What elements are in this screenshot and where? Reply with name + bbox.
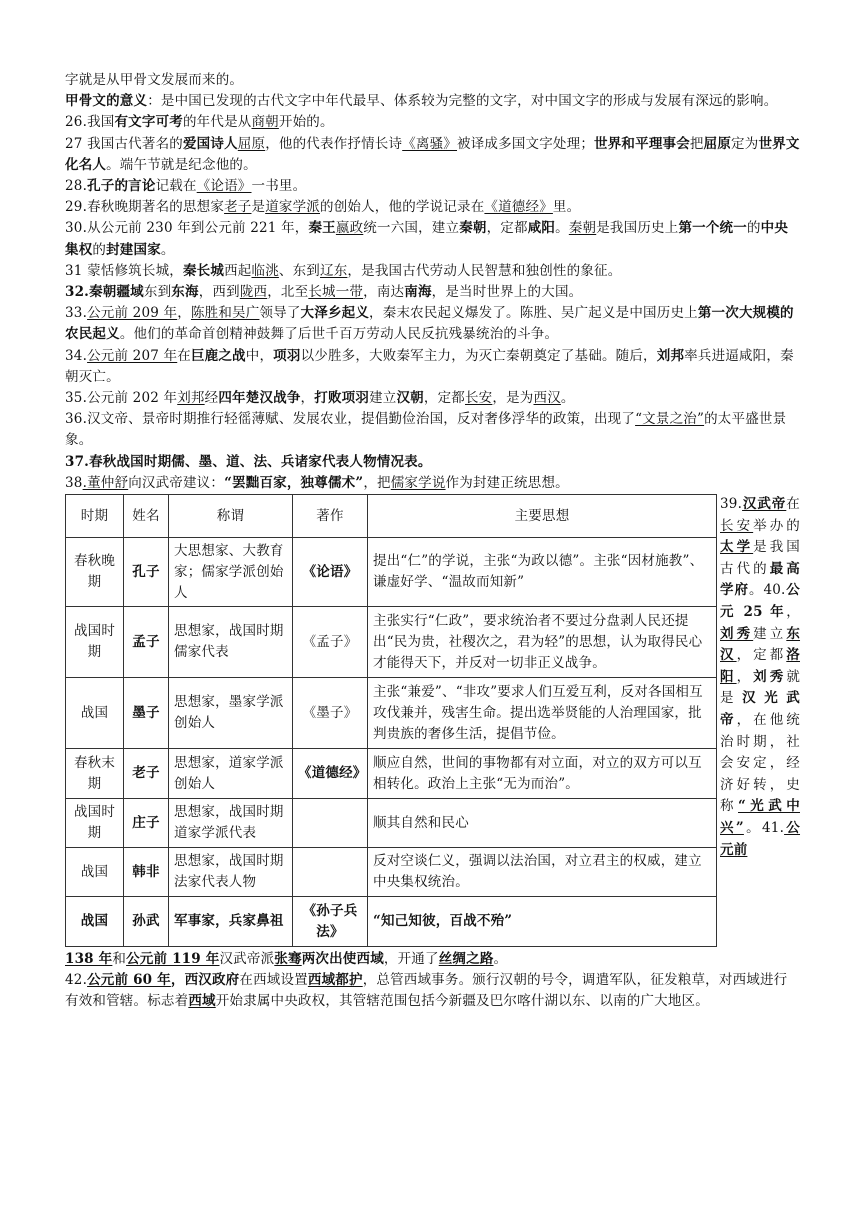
item-38: 38.董仲舒向汉武帝建议：“罢黜百家，独尊儒术”，把儒家学说作为封建正统思想。 [65,474,569,491]
table-row: 战国时期 孟子 思想家，战国时期儒家代表 《孟子》 主张实行“仁政”，要求统治者不要过分盘剥人民还提出“民为贵，社稷次之，君为轻”的思想，认为取得民心才能得天下，并反对一切非正义战争。 [66,607,717,678]
item-29: 29.春秋晚期著名的思想家老子是道家学派的创始人，他的学说记录在《道德经》里。 [65,199,581,216]
item-42: 42.公元前 60 年，西汉政府在西域设置西域都护，总管西域事务。颁行汉朝的号令，调遣军队，征发粮草，对西域进行有效和管辖。标志着西域开始隶属中央政权，其管辖范围包括今新疆及巴尔喀什湖以东、以南的广大地区。 [65,972,788,1010]
item-37: 37.春秋战国时期儒、墨、道、法、兵诸家代表人物情况表。 [65,453,432,470]
header-period: 时期 [66,495,124,538]
thinkers-table [65,494,717,947]
item-33: 33.公元前 209 年，陈胜和吴广领导了大泽乡起义，秦末农民起义爆发了。陈胜、吴广起义是中国历史上第一次大规模的农民起义。他们的革命首创精神鼓舞了后世千百万劳动人民反抗残暴统治的斗争。 [65,305,794,343]
item-35: 35.公元前 202 年刘邦经四年楚汉战争，打败项羽建立汉朝，定都长安，是为西汉。 [65,390,575,407]
header-ideas: 主要思想 [368,495,717,538]
paragraph-intro: 字就是从甲骨文发展而来的。 [65,72,244,88]
item-32: 32.秦朝疆域东到东海，西到陇西，北至长城一带，南达南海，是当时世界上的大国。 [65,284,583,301]
item-27: 27 我国古代著名的爱国诗人屈原，他的代表作抒情长诗《离骚》被译成多国文字处理；世界和平理事会把屈原定为世界文化名人。端午节就是纪念他的。 [65,135,800,173]
document-page [65,70,800,1013]
table-row: 战国时期 庄子 思想家，战国时期道家学派代表 顺其自然和民心 [66,799,717,848]
table-header-row [66,495,717,538]
item-41-continued: 138 年和公元前 119 年汉武帝派张骞两次出使西域，开通了丝绸之路。 [65,951,508,968]
table-row: 战国 韩非 思想家，战国时期法家代表人物 反对空谈仁义，强调以法治国，对立君主的权威，建立中央集权统治。 [66,848,717,897]
item-26: 26.我国有文字可考的年代是从商朝开始的。 [65,114,334,131]
item-31: 31 蒙恬修筑长城，秦长城西起临洮、东到辽东，是我国古代劳动人民智慧和独创性的象征。 [65,262,622,279]
item-36: 36.汉文帝、景帝时期推行轻徭薄赋、发展农业，提倡勤俭治国，反对奢侈浮华的政策，出现了“文景之治”的太平盛世景象。 [65,411,787,449]
item-34: 34.公元前 207 年在巨鹿之战中，项羽以少胜多，大败秦军主力，为灭亡秦朝奠定了基础。随后，刘邦率兵进逼咸阳，秦朝灭亡。 [65,347,794,385]
paragraph-oracle-meaning: 甲骨文的意义：是中国已发现的古代文字中年代最早、体系较为完整的文字，对中国文字的形成与发展有深远的影响。 [65,93,778,110]
item-28: 28.孔子的言论记载在《论语》一书里。 [65,178,307,195]
table-row: 春秋末期 老子 思想家，道家学派创始人 《道德经》 顺应自然，世间的事物都有对立面，对立的双方可以互相转化。政治上主张“无为而治”。 [66,749,717,799]
item-30: 30.从公元前 230 年到公元前 221 年，秦王嬴政统一六国，建立秦朝，定都咸阳。秦朝是我国历史上第一个统一的中央集权的封建国家。 [65,220,789,258]
header-name: 姓名 [124,495,169,538]
table-with-sidebar [65,494,800,947]
header-title: 称谓 [169,495,293,538]
table-row: 战国 孙武 军事家，兵家鼻祖 《孙子兵法》 “知己知彼，百战不殆” [66,897,717,947]
side-column-text: 39.汉武帝在长安举办的太学是我国古代的最高学府。40.公元 25 年，刘秀建立东汉，定都洛阳，刘秀就是汉光武帝，在他统治时期，社会安定，经济好转，史称“光武中兴”。41.公元前 [720,496,801,858]
table-row: 战国 墨子 思想家，墨家学派创始人 《墨子》 主张“兼爱”、“非攻”要求人们互爱互利，反对各国相互攻伐兼并，残害生命。提出选举贤能的人治理国家，批判贵族的奢侈生活，提倡节俭。 [66,678,717,749]
header-works: 著作 [293,495,368,538]
table-row: 春秋晚期 孔子 大思想家、大教育家；儒家学派创始人 《论语》 提出“仁”的学说，主张“为政以德”。主张“因材施教”、谦虚好学、“温故而知新” [66,538,717,607]
